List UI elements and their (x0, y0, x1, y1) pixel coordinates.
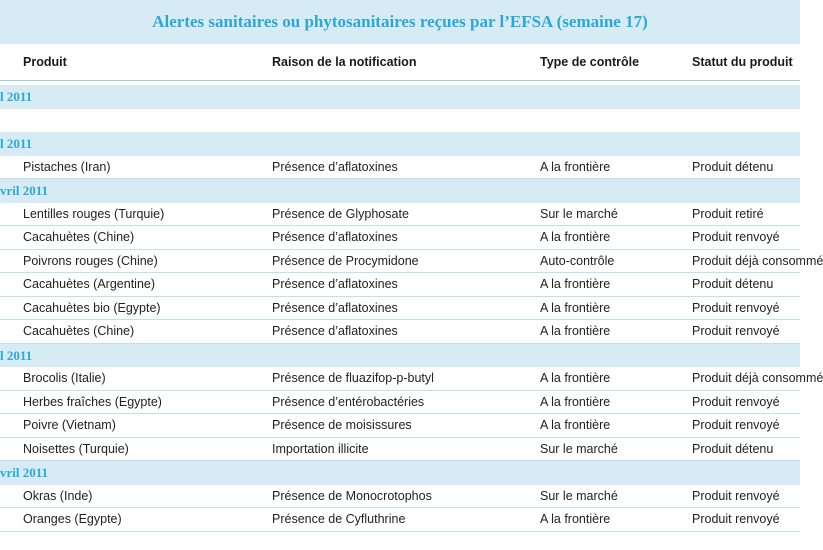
cell-controle: A la frontière (540, 230, 611, 244)
cell-raison: Présence d’aflatoxines (272, 300, 398, 315)
cell-raison: Présence de moisissures (272, 418, 412, 432)
table-row (0, 414, 800, 438)
cell-raison: Présence de fluazifop-p-butyl (272, 371, 434, 385)
cell-produit: Oranges (Egypte) (23, 512, 122, 526)
column-header-statut: Statut du produit (692, 55, 793, 69)
cell-controle: Sur le marché (540, 206, 618, 221)
cell-controle: A la frontière (540, 277, 611, 291)
cell-statut: Produit déjà consommé (692, 371, 823, 385)
table-row (0, 250, 823, 274)
table-row (0, 391, 800, 415)
cell-controle: A la frontière (540, 300, 611, 315)
cell-produit: Brocolis (Italie) (23, 371, 106, 385)
cell-raison: Présence de Procymidone (272, 253, 419, 268)
cell-raison: Présence de Glyphosate (272, 206, 409, 221)
cell-controle: A la frontière (540, 418, 611, 432)
date-section-label: l 2011 (0, 347, 33, 363)
cell-produit: Cacahuètes (Argentine) (23, 277, 156, 291)
table-header (0, 44, 800, 81)
cell-produit: Herbes fraîches (Egypte) (23, 394, 162, 409)
blank-row (0, 109, 800, 133)
cell-controle: A la frontière (540, 371, 611, 385)
cell-raison: Présence d’aflatoxines (272, 277, 398, 291)
date-section-label: vril 2011 (0, 465, 49, 480)
cell-statut: Produit renvoyé (692, 488, 780, 503)
table-row (0, 156, 800, 180)
cell-controle: A la frontière (540, 394, 611, 409)
date-section-row (0, 461, 800, 485)
cell-statut: Produit renvoyé (692, 418, 780, 432)
table-row (0, 508, 800, 532)
cell-statut: Produit détenu (692, 441, 774, 456)
table-body (0, 85, 823, 532)
date-section-row (0, 85, 800, 109)
table-row (0, 438, 800, 462)
cell-statut: Produit renvoyé (692, 230, 780, 244)
table-row (0, 485, 800, 509)
cell-statut: Produit détenu (692, 159, 774, 174)
cell-produit: Poivre (Vietnam) (23, 418, 116, 432)
date-section-label: l 2011 (0, 89, 33, 104)
cell-produit: Cacahuètes bio (Egypte) (23, 300, 161, 315)
date-section-label: l 2011 (0, 136, 33, 151)
table-row (0, 273, 800, 297)
column-header-raison: Raison de la notification (272, 55, 417, 69)
date-section-row (0, 179, 800, 203)
cell-controle: Sur le marché (540, 441, 618, 456)
table-row (0, 367, 823, 391)
cell-statut: Produit déjà consommé (692, 253, 823, 268)
date-section-row (0, 344, 800, 368)
cell-raison: Présence d’aflatoxines (272, 230, 398, 244)
cell-raison: Présence de Cyfluthrine (272, 512, 406, 526)
table-row (0, 320, 800, 344)
date-section-row (0, 132, 800, 156)
cell-statut: Produit renvoyé (692, 300, 780, 315)
cell-controle: Auto-contrôle (540, 253, 615, 268)
cell-controle: A la frontière (540, 512, 611, 526)
date-section-label: vril 2011 (0, 183, 49, 198)
cell-statut: Produit renvoyé (692, 394, 780, 409)
cell-statut: Produit renvoyé (692, 324, 780, 338)
cell-controle: A la frontière (540, 159, 611, 174)
column-header-controle: Type de contrôle (540, 55, 640, 69)
table-row (0, 226, 800, 250)
cell-produit: Cacahuètes (Chine) (23, 230, 135, 244)
column-header-produit: Produit (23, 55, 67, 69)
cell-statut: Produit renvoyé (692, 512, 780, 526)
cell-raison: Présence d’aflatoxines (272, 324, 398, 338)
cell-produit: Okras (Inde) (23, 488, 93, 503)
cell-produit: Cacahuètes (Chine) (23, 324, 135, 338)
cell-statut: Produit détenu (692, 277, 774, 291)
cell-statut: Produit retiré (692, 206, 764, 221)
cell-produit: Poivrons rouges (Chine) (23, 253, 158, 268)
cell-raison: Importation illicite (272, 441, 369, 456)
cell-controle: Sur le marché (540, 488, 618, 503)
table-row (0, 297, 800, 321)
table-row (0, 203, 800, 227)
cell-raison: Présence d’aflatoxines (272, 159, 398, 174)
cell-produit: Lentilles rouges (Turquie) (23, 206, 165, 221)
cell-raison: Présence de Monocrotophos (272, 488, 432, 503)
table-title: Alertes sanitaires ou phytosanitaires reçues par l’EFSA (semaine 17) (0, 0, 800, 44)
cell-raison: Présence d’entérobactéries (272, 394, 425, 409)
cell-controle: A la frontière (540, 324, 611, 338)
cell-produit: Noisettes (Turquie) (23, 441, 129, 456)
cell-produit: Pistaches (Iran) (23, 159, 111, 174)
